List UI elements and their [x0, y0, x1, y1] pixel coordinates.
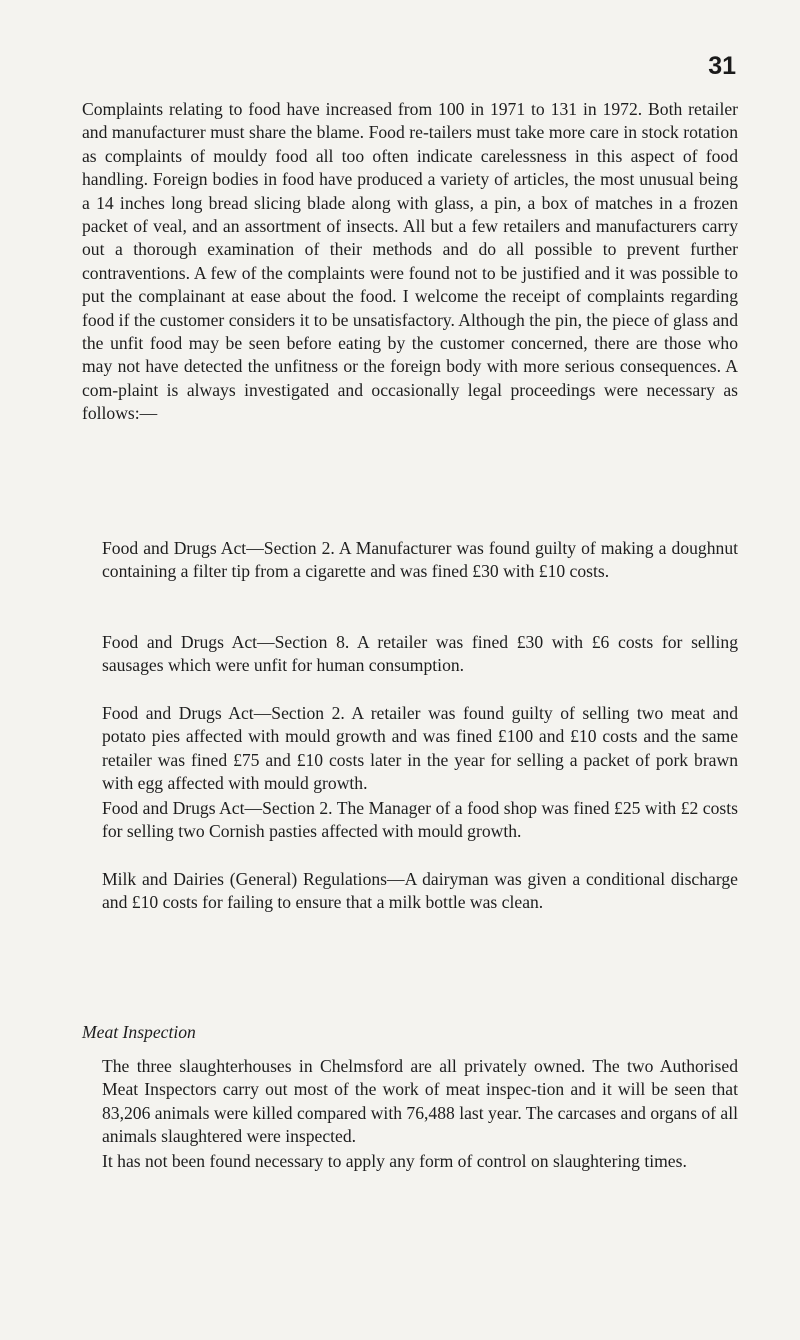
- complaints-text: Complaints relating to food have increased from 100 in 1971 to 131 in 1972. Both retailer and manufacturer must share the blame. Food re-tailers must take more care in stock rotation as complaints of mouldy food all too often indicate carelessness in this aspect of food handling. Foreign bodies in food have produced a variety of articles, the most unusual being a 14 inches long bread slicing blade along with glass, a pin, a box of matches in a frozen packet of veal, and an assortment of insects. All but a few retailers and manufacturers carry out a thorough examination of their methods and do all possible to prevent further contraventions. A few of the complaints were found not to be justified and it was possible to put the complainant at ease about the food. I welcome the receipt of complaints regarding food if the customer considers it to be unsatisfactory. Although the pin, the piece of glass and the unfit food may be seen before eating by the customer concerned, there are those who may not have detected the unfitness or the foreign body with more serious consequences. A com-plaint is always investigated and occasionally legal proceedings were necessary as follows:—: [82, 99, 738, 424]
- case-paragraph-pies: [82, 702, 738, 796]
- meat-paragraph-control: [82, 1150, 738, 1173]
- case-paragraph-doughnut: [82, 537, 738, 584]
- meat-paragraph-slaughterhouses: [82, 1055, 738, 1149]
- page-number: 31: [708, 52, 736, 80]
- case-text: Food and Drugs Act—Section 2. The Manager of a food shop was fined £25 with £2 costs for selling two Cornish pasties affected with mould growth.: [102, 798, 738, 842]
- case-paragraph-pasties: [82, 797, 738, 844]
- case-text: Food and Drugs Act—Section 2. A retailer was found guilty of selling two meat and potato pies affected with mould growth and was fined £100 and £10 costs and the same retailer was fined £75 and £10 costs later in the year for selling a packet of pork brawn with egg affected with mould growth.: [102, 703, 738, 794]
- case-paragraph-milk: [82, 868, 738, 915]
- meat-text: It has not been found necessary to apply any form of control on slaughtering times.: [102, 1151, 687, 1171]
- case-paragraph-sausages: [82, 631, 738, 678]
- meat-inspection-heading: Meat Inspection: [82, 1022, 196, 1042]
- case-text: Food and Drugs Act—Section 8. A retailer was fined £30 with £6 costs for selling sausages which were unfit for human consumption.: [102, 632, 738, 676]
- case-text: Food and Drugs Act—Section 2. A Manufacturer was found guilty of making a doughnut containing a filter tip from a cigarette and was fined £30 with £10 costs.: [102, 538, 738, 582]
- meat-text: The three slaughterhouses in Chelmsford are all privately owned. The two Authorised Meat Inspectors carry out most of the work of meat inspec-tion and it will be seen that 83,206 animals were killed compared with 76,488 last year. The carcases and organs of all animals slaughtered were inspected.: [102, 1056, 738, 1147]
- case-text: Milk and Dairies (General) Regulations—A dairyman was given a conditional discharge and £10 costs for failing to ensure that a milk bottle was clean.: [102, 869, 738, 913]
- complaints-paragraph: [82, 98, 738, 426]
